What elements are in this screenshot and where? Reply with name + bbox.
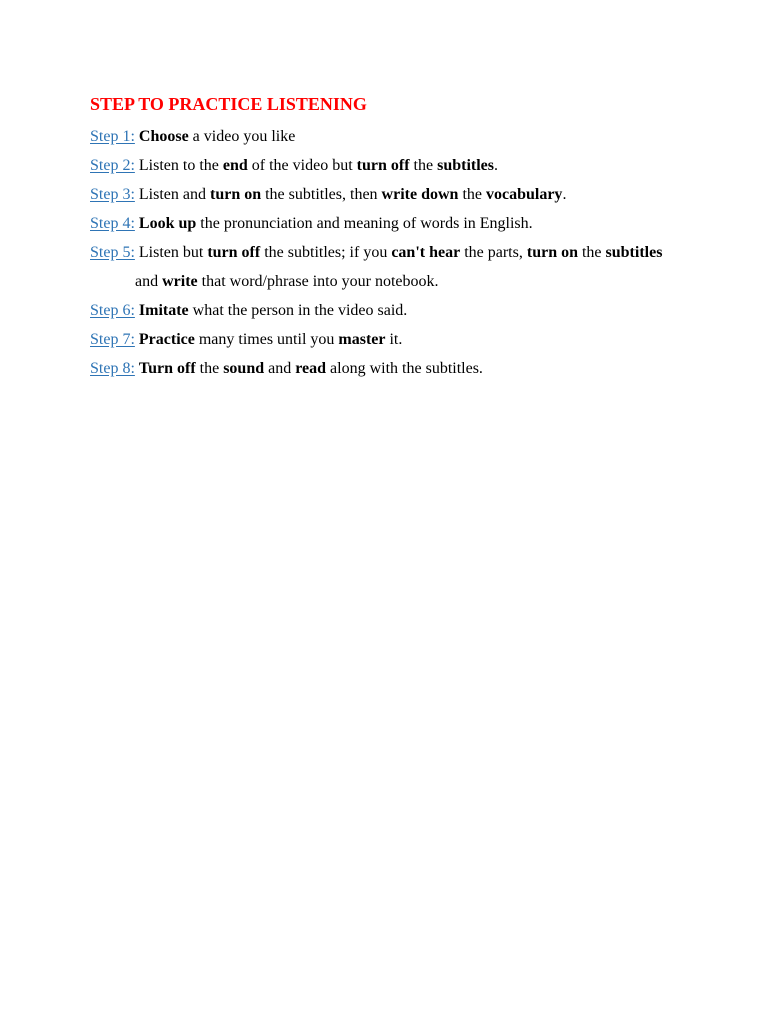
step-line-4 <box>90 209 710 238</box>
step-text: Listen and <box>134 186 210 203</box>
step-text: the <box>458 186 486 203</box>
step-label-link[interactable]: Step 1: <box>90 128 135 145</box>
step-line-1 <box>90 122 710 151</box>
step-keyword: turn on <box>526 244 578 261</box>
step-text: and <box>135 273 163 290</box>
step-text: the subtitles, then <box>261 186 382 203</box>
document-page <box>90 92 710 383</box>
step-line-3 <box>90 180 710 209</box>
step-text: the subtitles; if you <box>260 244 392 261</box>
step-line-8 <box>90 354 710 383</box>
step-text: along with the subtitles. <box>326 360 483 377</box>
step-text: and <box>264 360 296 377</box>
step-text: it. <box>385 331 403 348</box>
step-keyword: subtitles <box>437 157 494 174</box>
step-text: the pronunciation and meaning of words in English. <box>196 215 533 232</box>
step-text: many times until you <box>194 331 339 348</box>
step-text: the parts, <box>460 244 527 261</box>
step-label-link[interactable]: Step 5: <box>90 244 135 261</box>
step-text: Listen to the <box>134 157 223 174</box>
step-text: . <box>562 186 567 203</box>
step-keyword: Look up <box>138 215 197 232</box>
step-keyword: Practice <box>138 331 195 348</box>
step-text: of the video but <box>247 157 357 174</box>
document-title: STEP TO PRACTICE LISTENING <box>90 94 367 114</box>
step-keyword: Turn off <box>138 360 196 377</box>
step-keyword: Choose <box>138 128 189 145</box>
step-keyword: write <box>162 273 198 290</box>
step-keyword: can't hear <box>391 244 461 261</box>
step-text: the <box>577 244 606 261</box>
step-keyword: master <box>338 331 386 348</box>
step-line-6 <box>90 296 710 325</box>
step-label-link[interactable]: Step 4: <box>90 215 135 232</box>
step-keyword: vocabulary <box>485 186 563 203</box>
step-keyword: end <box>222 157 248 174</box>
step-keyword: turn on <box>209 186 262 203</box>
step-text: what the person in the video said. <box>188 302 408 319</box>
step-keyword: read <box>295 360 327 377</box>
step-label-link[interactable]: Step 3: <box>90 186 135 203</box>
step-text: Listen but <box>134 244 208 261</box>
step-line-5 <box>90 238 710 267</box>
step-text: the <box>409 157 438 174</box>
step-keyword: Imitate <box>138 302 189 319</box>
step-text: a video you like <box>188 128 296 145</box>
step-label-link[interactable]: Step 8: <box>90 360 135 377</box>
step-keyword: turn off <box>207 244 261 261</box>
step-label-link[interactable]: Step 2: <box>90 157 135 174</box>
step-label-link[interactable]: Step 7: <box>90 331 135 348</box>
step-label-link[interactable]: Step 6: <box>90 302 135 319</box>
step-line-2 <box>90 151 710 180</box>
step-text: the <box>195 360 224 377</box>
step-keyword: turn off <box>356 157 410 174</box>
step-keyword: write down <box>381 186 459 203</box>
step-keyword: sound <box>223 360 265 377</box>
step-text: . <box>494 157 498 174</box>
step-line-5-continuation <box>90 267 710 296</box>
step-text: that word/phrase into your notebook. <box>197 273 439 290</box>
step-keyword: subtitles <box>605 244 663 261</box>
step-line-7 <box>90 325 710 354</box>
steps-list <box>90 122 710 383</box>
